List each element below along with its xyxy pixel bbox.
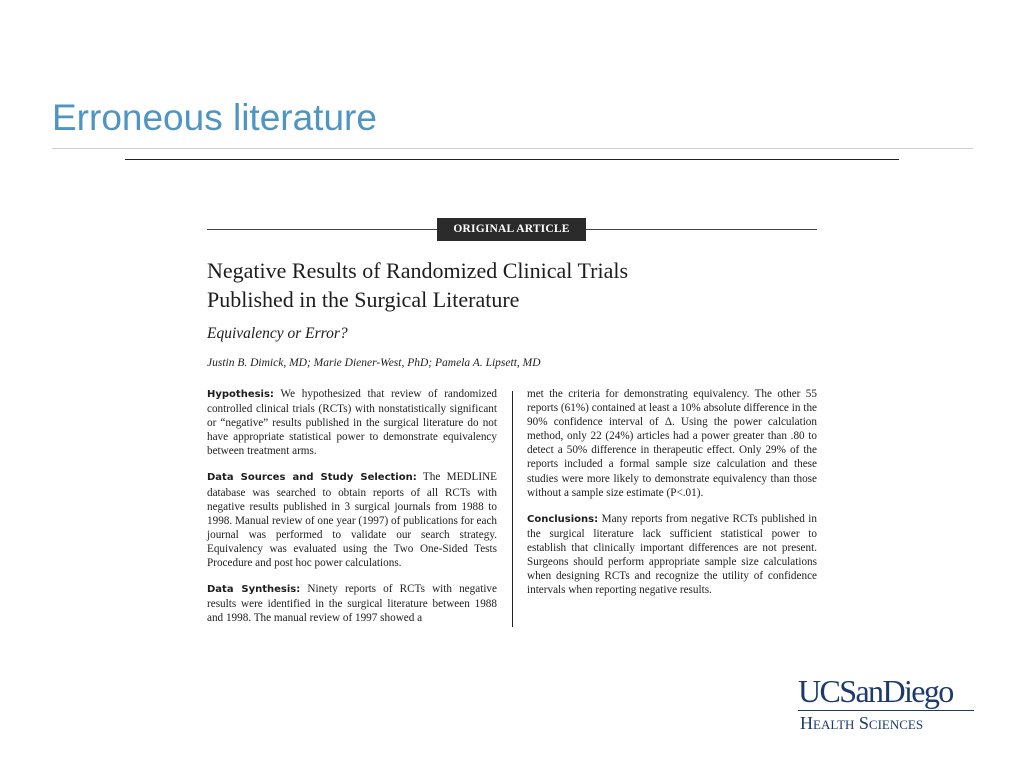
logo-rule [798,710,974,711]
synthesis-heading: Data Synthesis: [207,584,301,596]
title-divider [52,148,973,149]
article-image [207,218,817,627]
abstract-right-column [527,387,817,609]
sources-paragraph [207,470,497,570]
conclusions-text: Many reports from negative RCTs published in the surgical literature lack sufficient statistical power to establish that clinically important differences are not present. Surgeons should perform appropriate sample size calculations when designing RCTs and recognize the utility of confidence intervals when reporting negative results. [527,512,817,597]
article-type-banner: ORIGINAL ARTICLE [437,218,586,241]
hypothesis-heading: Hypothesis: [207,389,274,400]
uc-san-diego-logo [798,674,974,734]
synthesis-text: Ninety reports of RCTs with negative results were identified in the surgical literature between 1988 and 1998. The manual review of 1997 showed a [207,583,497,625]
conclusions-paragraph [527,512,817,598]
paper-subtitle: Equivalency or Error? [207,325,348,342]
abstract-columns [207,387,817,627]
slide-title: Erroneous literature [52,97,377,138]
banner-row [207,218,817,242]
hypothesis-paragraph [207,387,497,458]
conclusions-heading: Conclusions: [527,513,599,525]
paper-title: Negative Results of Randomized Clinical Trials Published in the Surgical Literature [207,258,629,312]
sources-text: The MEDLINE database was searched to obtain reports of all RCTs with negative results published in 3 surgical journals from 1988 to 1998. Manual review of one year (1997) of publications for each journal was performed to validate our search strategy. Equivalency was evaluated using the Two One-Sided Tests Procedure and post hoc power calculations. [207,471,497,570]
synthesis-continued: met the criteria for demonstrating equivalency. The other 55 reports (61%) contained at least a 10% absolute difference in the 90% confidence interval of Δ. Using the power calculation method, only 22 (24%) articles had a power greater than .80 to detect a 50% difference in therapeutic effect. Only 29% of the reports included a formal sample size calculation and these studies were more likely to demonstrate equivalency than those without a sample size estimate (P<.01). [527,388,817,499]
abstract-left-column [207,387,497,637]
synthesis-paragraph [207,582,497,625]
sources-heading: Data Sources and Study Selection: [207,472,417,484]
logo-subtitle: Health Sciences [800,713,924,733]
hypothesis-text: We hypothesized that review of randomized controlled clinical trials (RCTs) with nonstatistically significant or “negative” results published in the surgical literature do not have appropriate statistical power to demonstrate equivalency between treatment arms. [207,388,497,458]
document-top-rule [125,159,899,160]
paper-authors: Justin B. Dimick, MD; Marie Diener-West, PhD; Pamela A. Lipsett, MD [207,357,541,369]
logo-wordmark: UCSanDiego [798,673,953,709]
column-divider [512,391,513,627]
